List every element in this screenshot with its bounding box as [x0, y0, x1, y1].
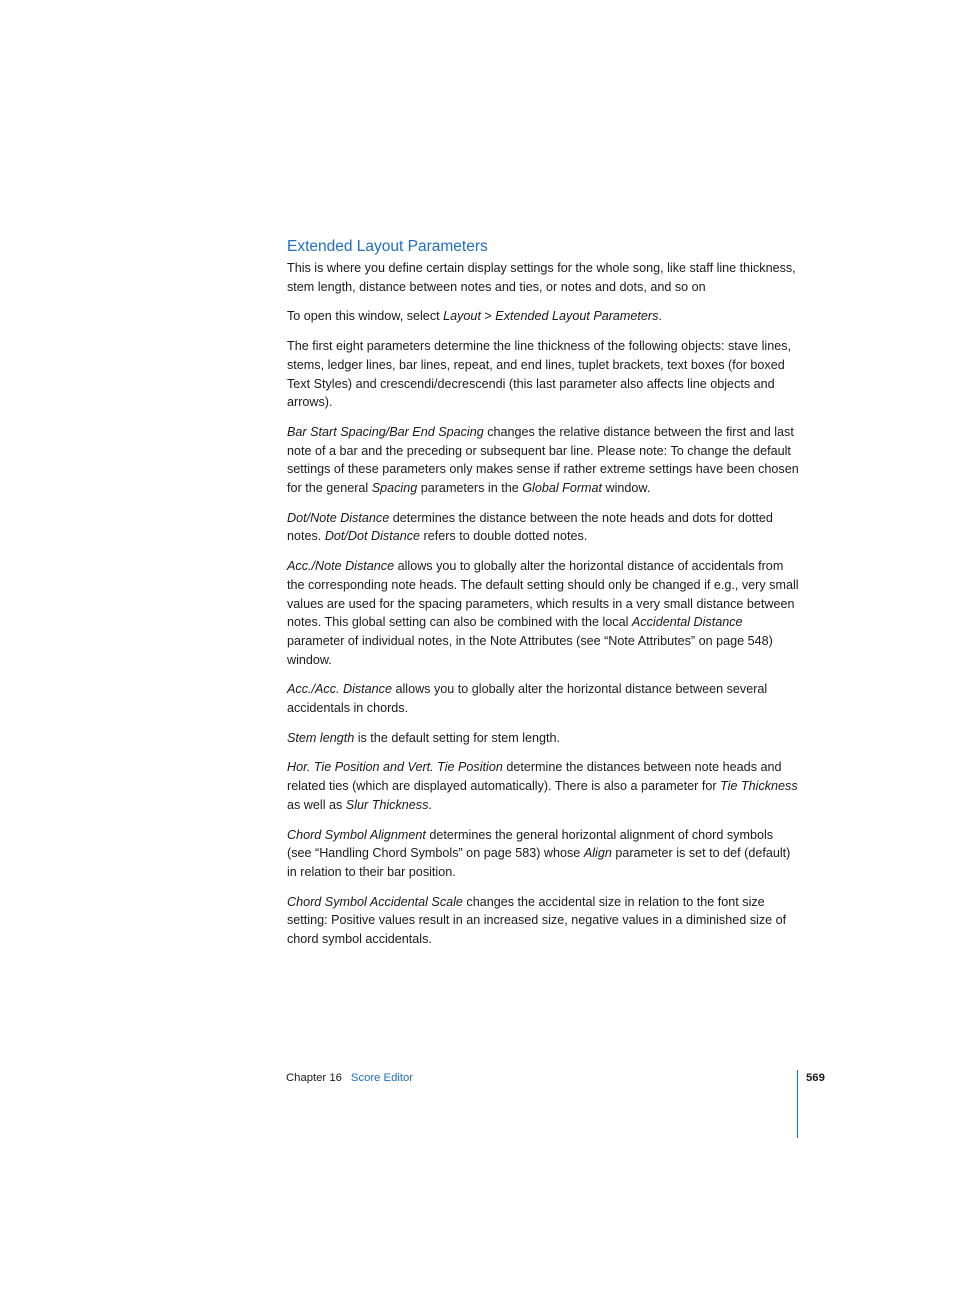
menu-path-layout: Layout [443, 309, 481, 324]
paragraph-text: changes the relative distance between the first and last note of a bar and the preceding or subsequent bar line. Please note: To change the default settings of these parameters only makes sense if rather extreme settings have been chosen for the general [287, 424, 799, 496]
term-slur-thickness: Slur Thickness [345, 797, 429, 812]
term-chord-symbol-alignment: Chord Symbol Alignment [287, 827, 426, 842]
term-spacing: Spacing [371, 481, 418, 496]
term-acc-note-distance: Acc./Note Distance [287, 559, 395, 574]
term-align: Align [583, 846, 612, 861]
paragraph-text: > [480, 309, 496, 324]
term-accidental-distance: Accidental Distance [631, 615, 743, 630]
paragraph-text: is the default setting for stem length. [354, 730, 561, 745]
paragraph-text: allows you to globally alter the horizontal distance between several accidentals in chords. [287, 682, 768, 716]
paragraph-dot-distance [287, 509, 799, 546]
page-footer [286, 1070, 413, 1086]
paragraph-text: . [428, 797, 432, 812]
term-bar-start-spacing: Bar Start Spacing/Bar End Spacing [287, 424, 484, 439]
paragraph-acc-acc-distance [287, 680, 799, 717]
term-stem-length: Stem length [287, 730, 355, 745]
footer-chapter-label: Chapter 16 [286, 1072, 342, 1084]
paragraph-chord-accidental-scale [287, 893, 799, 949]
paragraph-text: . [658, 309, 662, 324]
menu-path-extended-layout-parameters: Extended Layout Parameters [495, 309, 659, 324]
paragraph-text: parameters in the [417, 481, 523, 496]
paragraph-line-thickness [287, 337, 799, 412]
paragraph-text: determine the distances between note heads and related ties (which are displayed automatically). There is also a parameter for [287, 760, 782, 794]
page-number: 569 [806, 1072, 825, 1084]
paragraph-acc-note-distance [287, 557, 799, 669]
term-dot-dot-distance: Dot/Dot Distance [324, 529, 421, 544]
term-chord-symbol-accidental-scale: Chord Symbol Accidental Scale [287, 894, 463, 909]
term-acc-acc-distance: Acc./Acc. Distance [287, 682, 392, 697]
paragraph-text: as well as [287, 797, 346, 812]
paragraph-text: refers to double dotted notes. [420, 529, 588, 544]
paragraph-text: determines the distance between the note heads and dots for dotted notes. [287, 510, 773, 544]
paragraph-tie-position [287, 758, 799, 814]
paragraph-bar-spacing [287, 423, 799, 498]
term-dot-note-distance: Dot/Note Distance [287, 510, 390, 525]
paragraph-text: parameter of individual notes, in the Note Attributes (see “Note Attributes” on page 548) window. [287, 633, 773, 667]
page-number-divider [797, 1070, 798, 1138]
term-global-format: Global Format [522, 481, 603, 496]
term-tie-position: Hor. Tie Position and Vert. Tie Position [287, 760, 503, 775]
paragraph-text: parameter is set to def (default) in relation to their bar position. [287, 846, 791, 879]
paragraph-text: To open this window, select [287, 309, 444, 324]
section-title: Extended Layout Parameters [287, 238, 488, 255]
paragraph-text: determines the general horizontal alignment of chord symbols (see “Handling Chord Symbols” on page 583) whose [287, 827, 774, 861]
paragraph-text: This is where you define certain display settings for the whole song, like staff line thickness, stem length, distance between notes and ties, or notes and dots, and so on [287, 261, 796, 294]
paragraph-open-window [287, 307, 799, 326]
paragraph-text: changes the accidental size in relation to the font size setting: Positive values result in an increased size, negative values in a diminished size of chord symbol accidentals. [287, 894, 787, 947]
term-tie-thickness: Tie Thickness [720, 779, 798, 794]
paragraph-text: allows you to globally alter the horizontal distance of accidentals from the corresponding note heads. The default setting should only be changed if e.g., very small values are used for the spacing parameters, which results in a very small distance between notes. This global setting can also be combined with the local [287, 559, 799, 630]
page-content [287, 236, 799, 960]
paragraph-chord-alignment [287, 826, 799, 882]
paragraph-stem-length [287, 729, 799, 748]
paragraph-intro [287, 259, 799, 296]
paragraph-text: window. [602, 481, 651, 496]
paragraph-text: The first eight parameters determine the line thickness of the following objects: stave lines, stems, ledger lines, bar lines, repeat, and end lines, tuplet brackets, text boxes (for boxed Text Styles) and crescendi/decrescendi (this last parameter also affects line objects and arrows). [287, 339, 792, 410]
footer-chapter-title: Score Editor [350, 1072, 414, 1084]
